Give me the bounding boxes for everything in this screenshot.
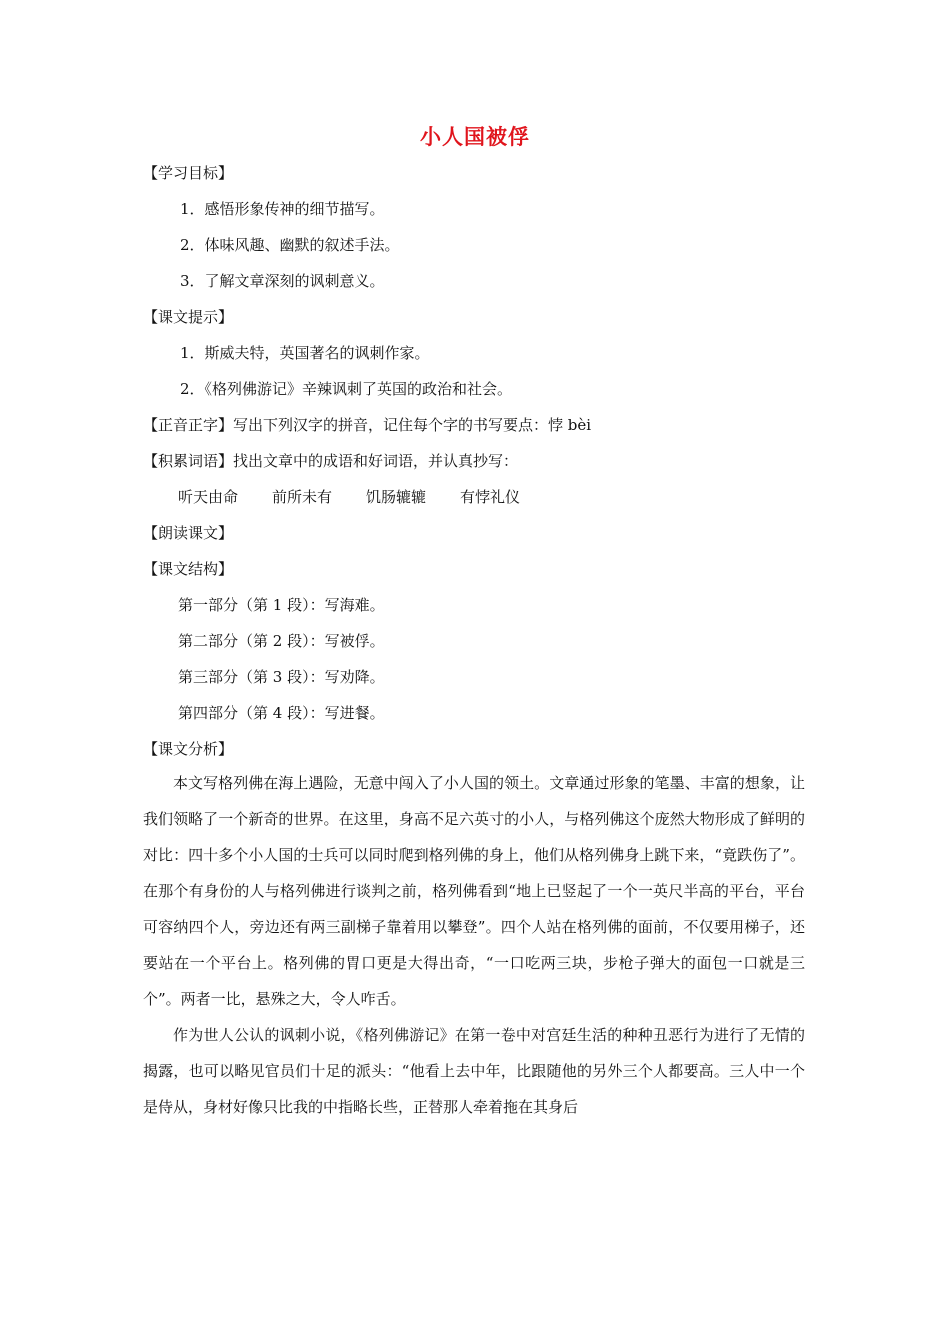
- analysis-paragraph: 本文写格列佛在海上遇险，无意中闯入了小人国的领土。文章通过形象的笔墨、丰富的想象，让我们领略了一个新奇的世界。在这里，身高不足六英寸的小人，与格列佛这个庞然大物形成了鲜明的对比：四十多个小人国的士兵可以同时爬到格列佛的身上，他们从格列佛身上跳下来，“竟跌伤了”。在那个有身份的人与格列佛进行谈判之前，格列佛看到“地上已竖起了一个一英尺半高的平台，平台可容纳四个人，旁边还有两三副梯子靠着用以攀登”。四个人站在格列佛的面前，不仅要用梯子，还要站在一个平台上。格列佛的胃口更是大得出奇，“一口吃两三块，步枪子弹大的面包一口就是三个”。两者一比，悬殊之大，令人咋舌。: [143, 774, 805, 1008]
- analysis-body: [143, 765, 805, 1125]
- goal-item: 3．了解文章深刻的讽刺意义。: [180, 272, 385, 290]
- structure-heading: 【课文结构】: [143, 560, 234, 578]
- structure-item: 第二部分（第 2 段）：写被俘。: [178, 632, 385, 650]
- analysis-heading: 【课文分析】: [143, 740, 234, 758]
- document-title: 小人国被俘: [420, 124, 530, 149]
- vocab-word: 前所未有: [272, 488, 333, 506]
- structure-item: 第四部分（第 4 段）：写进餐。: [178, 704, 385, 722]
- reading-heading: 【朗读课文】: [143, 524, 234, 542]
- analysis-paragraph: 作为世人公认的讽刺小说，《格列佛游记》在第一卷中对宫廷生活的种种丑恶行为进行了无情的揭露，也可以略见官员们十足的派头：“他看上去中年，比跟随他的另外三个人都要高。三人中一个是侍从，身材好像只比我的中指略长些，正替那人牵着拖在其身后: [143, 1026, 805, 1116]
- goal-item: 2．体味风趣、幽默的叙述手法。: [180, 236, 400, 254]
- vocab-line: 【积累词语】找出文章中的成语和好词语，并认真抄写：: [143, 452, 519, 470]
- vocab-words: [178, 487, 554, 507]
- goal-item: 1．感悟形象传神的细节描写。: [180, 200, 385, 218]
- structure-item: 第三部分（第 3 段）：写劝降。: [178, 668, 385, 686]
- hint-item: 2．《格列佛游记》辛辣讽刺了英国的政治和社会。: [180, 380, 513, 398]
- pronunciation-line: 【正音正字】写出下列汉字的拼音，记住每个字的书写要点：悖 bèi: [143, 416, 592, 434]
- vocab-word: 饥肠辘辘: [366, 488, 427, 506]
- goals-heading: 【学习目标】: [143, 164, 234, 182]
- vocab-word: 听天由命: [178, 488, 239, 506]
- vocab-word: 有悖礼仪: [460, 488, 521, 506]
- hint-item: 1．斯威夫特，英国著名的讽刺作家。: [180, 344, 430, 362]
- structure-item: 第一部分（第 1 段）：写海难。: [178, 596, 385, 614]
- hints-heading: 【课文提示】: [143, 308, 234, 326]
